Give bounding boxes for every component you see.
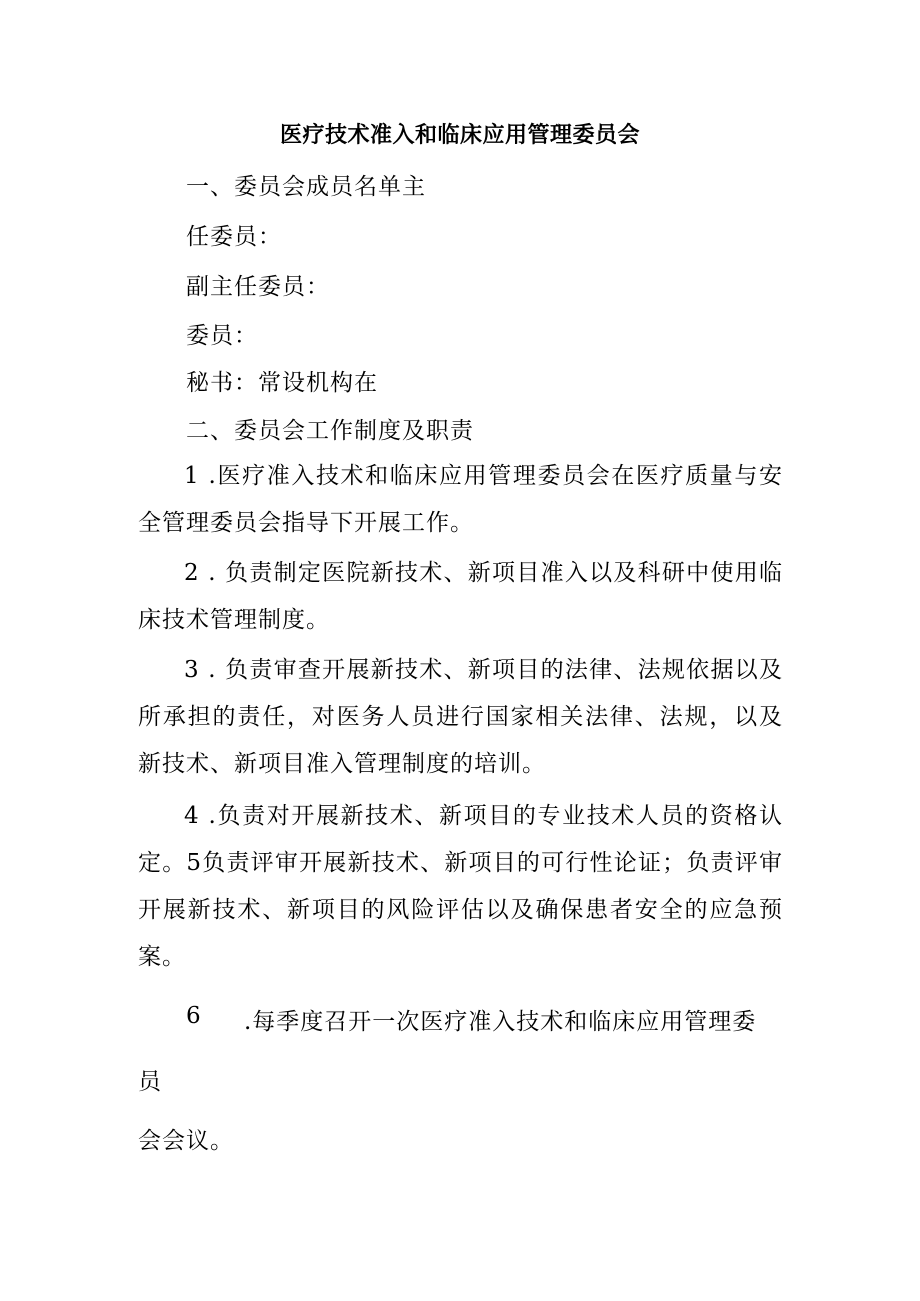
duty-item-6-line3: 会会议。 (138, 1128, 234, 1154)
duty-item-2: 2 . 负责制定医院新技术、新项目准入以及科研中使用临床技术管理制度。 (138, 560, 783, 633)
section1-heading: 一、委员会成员名单主 (186, 174, 426, 200)
members-line: 委员： (186, 323, 258, 349)
duty-item-4: 4 .负责对开展新技术、新项目的专业技术人员的资格认定。5负责评审开展新技术、新项目的可行性论证；负责评审开展新技术、新项目的风险评估以及确保患者安全的应急预案。 (138, 803, 783, 970)
section2-heading: 二、委员会工作制度及职责 (186, 418, 474, 444)
deputy-director-line: 副主任委员： (186, 274, 330, 300)
duty-item-6-number: 6 (186, 1003, 202, 1029)
duty-item-6-line2: 员 (138, 1069, 162, 1095)
secretary-line: 秘书：常设机构在 (186, 370, 378, 396)
director-line: 任委员： (186, 224, 282, 250)
duty-item-1: 1 .医疗准入技术和临床应用管理委员会在医疗质量与安全管理委员会指导下开展工作。 (138, 463, 783, 536)
duty-item-3: 3 . 负责审查开展新技术、新项目的法律、法规依据以及所承担的责任，对医务人员进行国家相关法律、法规，以及新技术、新项目准入管理制度的培训。 (138, 657, 783, 777)
document-title: 医疗技术准入和临床应用管理委员会 (279, 122, 640, 148)
duty-item-6-text: .每季度召开一次医疗准入技术和临床应用管理委 (244, 1009, 757, 1035)
